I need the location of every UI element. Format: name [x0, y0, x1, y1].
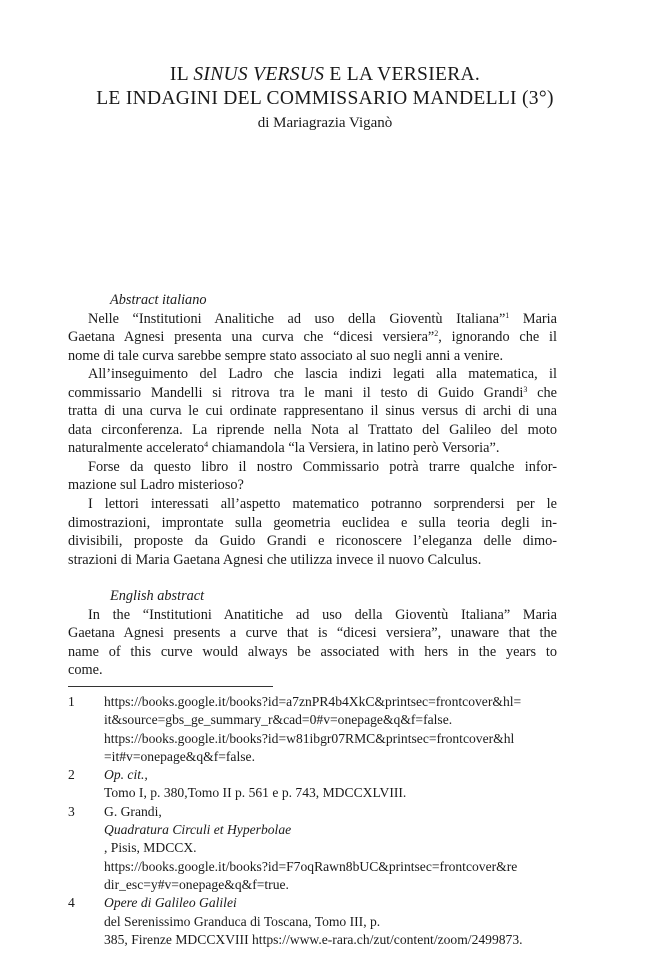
footnote-text: Opere di Galileo Galilei del Serenissimo Granduca di Toscana, Tomo III, p. — [104, 895, 381, 929]
footnote-ref: 3 — [523, 384, 528, 394]
footnote-ref: 2 — [434, 329, 439, 339]
footnote-text: G. Grandi, Quadratura Circuli et Hyperbolae , Pisis, MDCCX. — [104, 803, 292, 856]
text-line: divisibili, proposte da Guido Grandi e riconoscere l’eleganza delle dimo- — [68, 533, 557, 550]
title-pre: IL — [169, 64, 194, 85]
title-italic: SINUS VERSUS — [193, 64, 325, 85]
text-line: strazioni di Maria Gaetana Agnesi che utilizza invece il nuovo Calculus. — [68, 551, 482, 568]
footnote-2 — [68, 766, 588, 803]
title-line-2: LE INDAGINI DEL COMMISSARIO MANDELLI (3°) — [96, 88, 554, 109]
text-line: tratta di una curva le cui ordinate rappresentano il sinus versus di archi di una — [68, 403, 557, 420]
text-line: commissario Mandelli si ritrova tra le mani il testo di Guido Grandi$^3$ che — [68, 384, 557, 401]
title-line-1 — [0, 63, 650, 87]
article-body — [68, 291, 557, 680]
abstract-en-heading: English abstract — [110, 588, 205, 605]
title-post: E LA VERSIERA. — [324, 64, 481, 85]
footnote-link[interactable]: dir_esc=y#v=onepage&q&f=true. — [104, 876, 289, 892]
abstract-it-paragraph-2 — [68, 365, 557, 458]
text-line: mazione sul Ladro misterioso? — [68, 477, 244, 494]
footnote-ref: 4 — [204, 440, 209, 450]
footnote-ref: 1 — [505, 310, 510, 320]
abstract-it-paragraph-1 — [68, 310, 557, 366]
footnote-3 — [68, 803, 588, 894]
footnotes — [68, 693, 588, 949]
text-line: Nelle “Institutioni Analitiche ad uso della Gioventù Italiana”$^1$ Maria — [88, 310, 557, 327]
text-line: Gaetana Agnesi presents a curve that is “dicesi versiera”, unaware that the — [68, 625, 557, 642]
footnote-link[interactable]: https://books.google.it/books?id=a7znPR4b4XkC&printsec=frontcover&hl= — [104, 694, 522, 709]
footnote-number: 4 — [68, 895, 75, 911]
abstract-it-paragraph-3 — [68, 458, 557, 495]
text-line: In the “Institutioni Anatitiche ad uso della Gioventù Italiana” Maria — [88, 606, 557, 623]
text-line: data circonferenza. La riprende nella Nota al Trattato del Galileo del moto — [68, 421, 557, 438]
text-line: name of this curve would always be associated with hers in the years to — [68, 643, 557, 660]
footnote-link[interactable]: it&source=gbs_ge_summary_r&cad=0#v=onepage&q&f=false. — [104, 712, 453, 728]
abstract-it-heading: Abstract italiano — [110, 292, 207, 308]
footnote-separator — [68, 686, 273, 687]
footnote-number: 1 — [68, 694, 75, 709]
footnote-1 — [68, 693, 588, 766]
text-line: Forse da questo libro il nostro Commissario potrà trarre qualche infor- — [88, 458, 557, 475]
text-line: nome di tale curva sarebbe sempre stato associato al suo negli anni a venire. — [68, 347, 504, 364]
footnote-number: 2 — [68, 767, 75, 783]
text-line: I lettori interessati all’aspetto matematico potranno sorprendersi per le — [88, 496, 557, 513]
text-line: dimostrazioni, improntate sulla geometria euclidea e sulla teoria degli in- — [68, 514, 557, 531]
footnote-text[interactable]: 385, Firenze MDCCXVIII https://www.e-rara.ch/zut/content/zoom/2499873. — [104, 931, 523, 947]
footnote-link[interactable]: =it#v=onepage&q&f=false. — [104, 748, 255, 764]
footnote-text: Op. cit., Tomo I, p. 380,Tomo II p. 561 e p. 743, MDCCXLVIII. — [104, 767, 407, 801]
text-line: All’inseguimento del Ladro che lascia indizi legati alla matematica, il — [88, 366, 557, 383]
text-line: naturalmente accelerato$^4$ chiamandola “la Versiera, in latino però Versoria”. — [68, 440, 500, 457]
abstract-en-paragraph-1 — [68, 606, 557, 680]
author: di Mariagrazia Viganò — [257, 115, 393, 131]
footnote-link[interactable]: https://books.google.it/books?id=F7oqRawn8bUC&printsec=frontcover&re — [104, 858, 518, 874]
abstract-it-paragraph-4 — [68, 495, 557, 569]
footnote-number: 3 — [68, 803, 75, 819]
text-line: come. — [68, 662, 103, 679]
footnote-4 — [68, 894, 588, 949]
footnote-link[interactable]: https://books.google.it/books?id=w81ibgr07RMC&printsec=frontcover&hl — [104, 730, 515, 746]
text-line: Gaetana Agnesi presenta una curva che “dicesi versiera”$^2$, ignorando che il — [68, 329, 557, 346]
